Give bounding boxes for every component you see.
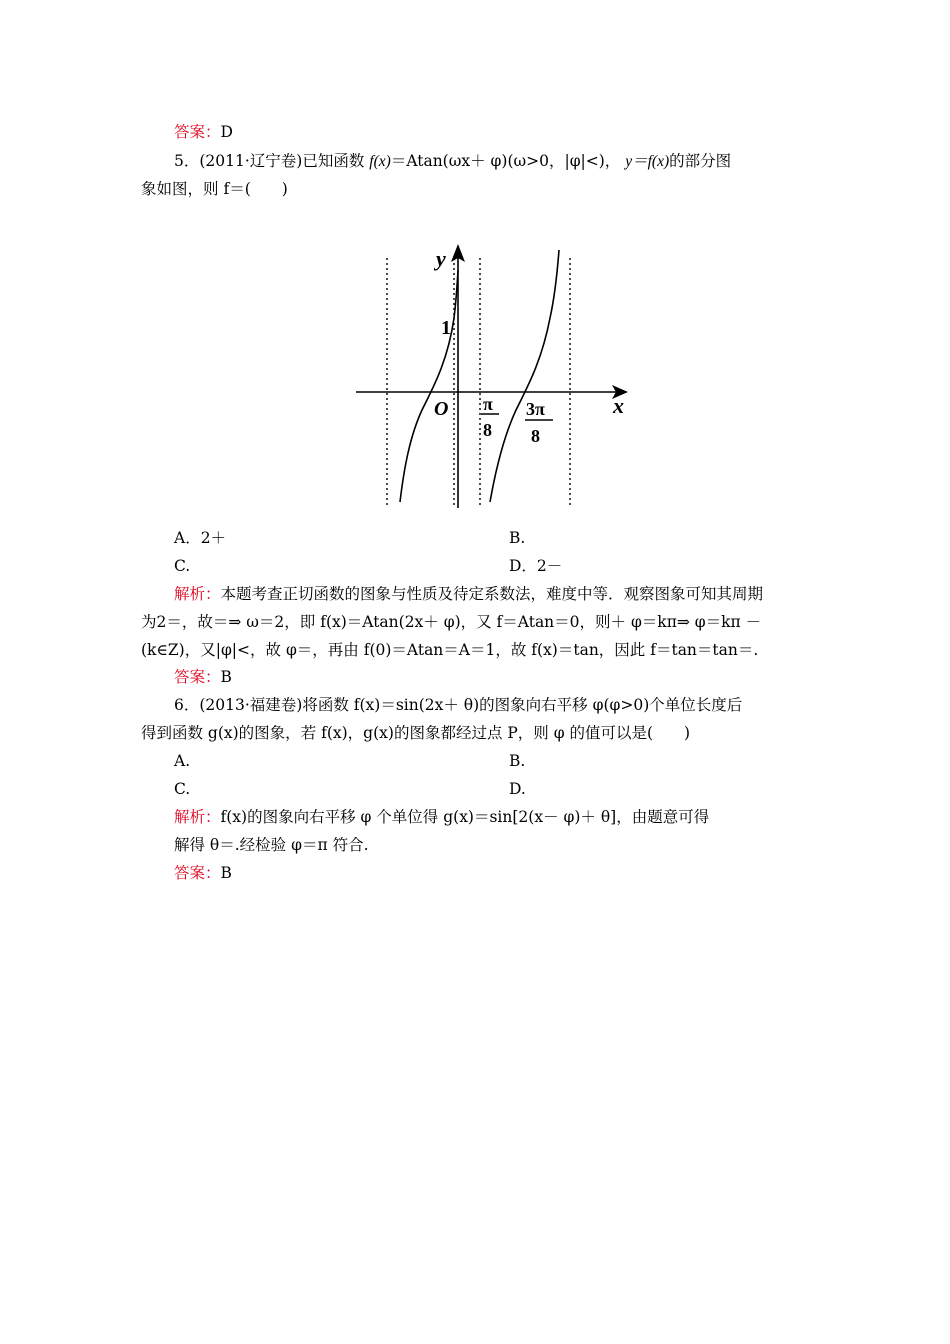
answer-value: D — [220, 123, 233, 141]
analysis-label: 解析： — [174, 808, 221, 826]
answer-label: 答案： — [174, 123, 221, 141]
analysis5-line-2: 为2＝，故＝⇒ ω＝2，即 f(x)＝Atan(2x＋ φ)，又 f＝Atan＝0，则＋ φ＝kπ⇒ φ＝kπ － — [141, 613, 762, 631]
q5-line-2 — [141, 179, 288, 199]
tan-graph-figure — [350, 240, 640, 515]
tick-3pi-8-numerator: 3π — [526, 399, 545, 419]
q5-equation: ＝Atan(ωx＋ φ)(ω>0，|φ|<)， — [390, 152, 621, 170]
one-label: 1 — [441, 317, 451, 339]
q5-option-c: C. — [174, 557, 191, 575]
q6-option-c: C. — [174, 780, 191, 798]
tick-pi-8-numerator: π — [483, 394, 493, 414]
q5-y-fx: y＝f(x) — [625, 153, 670, 170]
analysis5-line-3: (k∈Z)，又|φ|<，故 φ＝，再由 f(0)＝Atan＝A＝1，故 f(x)＝tan，因此 f＝tan＝tan＝. — [141, 641, 759, 659]
q6-option-d: D. — [509, 780, 526, 798]
answer-line-1 — [174, 122, 233, 142]
q5-blank: f＝( ) — [223, 180, 288, 198]
tick-3pi-8-denominator: 8 — [531, 426, 540, 446]
answer-label: 答案： — [174, 864, 221, 882]
analysis6-line-1 — [174, 807, 709, 827]
q5-stem: 已知函数 — [302, 152, 365, 170]
origin-label: O — [434, 398, 449, 420]
analysis6-text-1: f(x)的图象向右平移 φ 个单位得 g(x)＝sin[2(x－ φ)＋ θ]，由题意可得 — [220, 808, 710, 826]
analysis6-line-2: 解得 θ＝.经检验 φ＝π 符合. — [174, 836, 369, 854]
q6-line-2: 得到函数 g(x)的图象，若 f(x)，g(x)的图象都经过点 P，则 φ 的值可以是( ) — [141, 724, 691, 742]
q5-source: (2011·辽宁卷) — [199, 152, 303, 170]
x-axis-label: x — [613, 393, 624, 418]
q6-option-a: A. — [174, 752, 191, 770]
answer-value: B — [220, 668, 232, 686]
tan-branch-right — [490, 250, 559, 502]
answer-value: B — [220, 864, 232, 882]
q5-stem-c: 象如图，则 — [141, 180, 219, 198]
y-axis-label: y — [436, 246, 446, 271]
q5-number: 5． — [174, 152, 200, 170]
analysis5-line-1 — [174, 584, 763, 604]
analysis5-text-1: 本题考查正切函数的图象与性质及待定系数法，难度中等．观察图象可知其周期 — [220, 585, 764, 603]
q6-line-1: 6．(2013·福建卷)将函数 f(x)＝sin(2x＋ θ)的图象向右平移 φ(φ>0)个单位长度后 — [174, 696, 743, 714]
q6-option-b: B. — [509, 752, 526, 770]
q5-fx: f(x) — [369, 153, 391, 170]
q5-stem-b: 的部分图 — [669, 152, 732, 170]
analysis-label: 解析： — [174, 585, 221, 603]
q5-option-a: A．2＋ — [174, 529, 227, 547]
q5-option-b: B. — [509, 529, 526, 547]
answer-label: 答案： — [174, 668, 221, 686]
q5-line-1 — [174, 151, 731, 172]
q5-option-d: D．2－ — [509, 557, 563, 575]
tan-branch-left — [400, 270, 458, 502]
answer-line-2 — [174, 667, 232, 687]
answer-line-3 — [174, 863, 232, 883]
tick-pi-8-denominator: 8 — [483, 420, 492, 440]
